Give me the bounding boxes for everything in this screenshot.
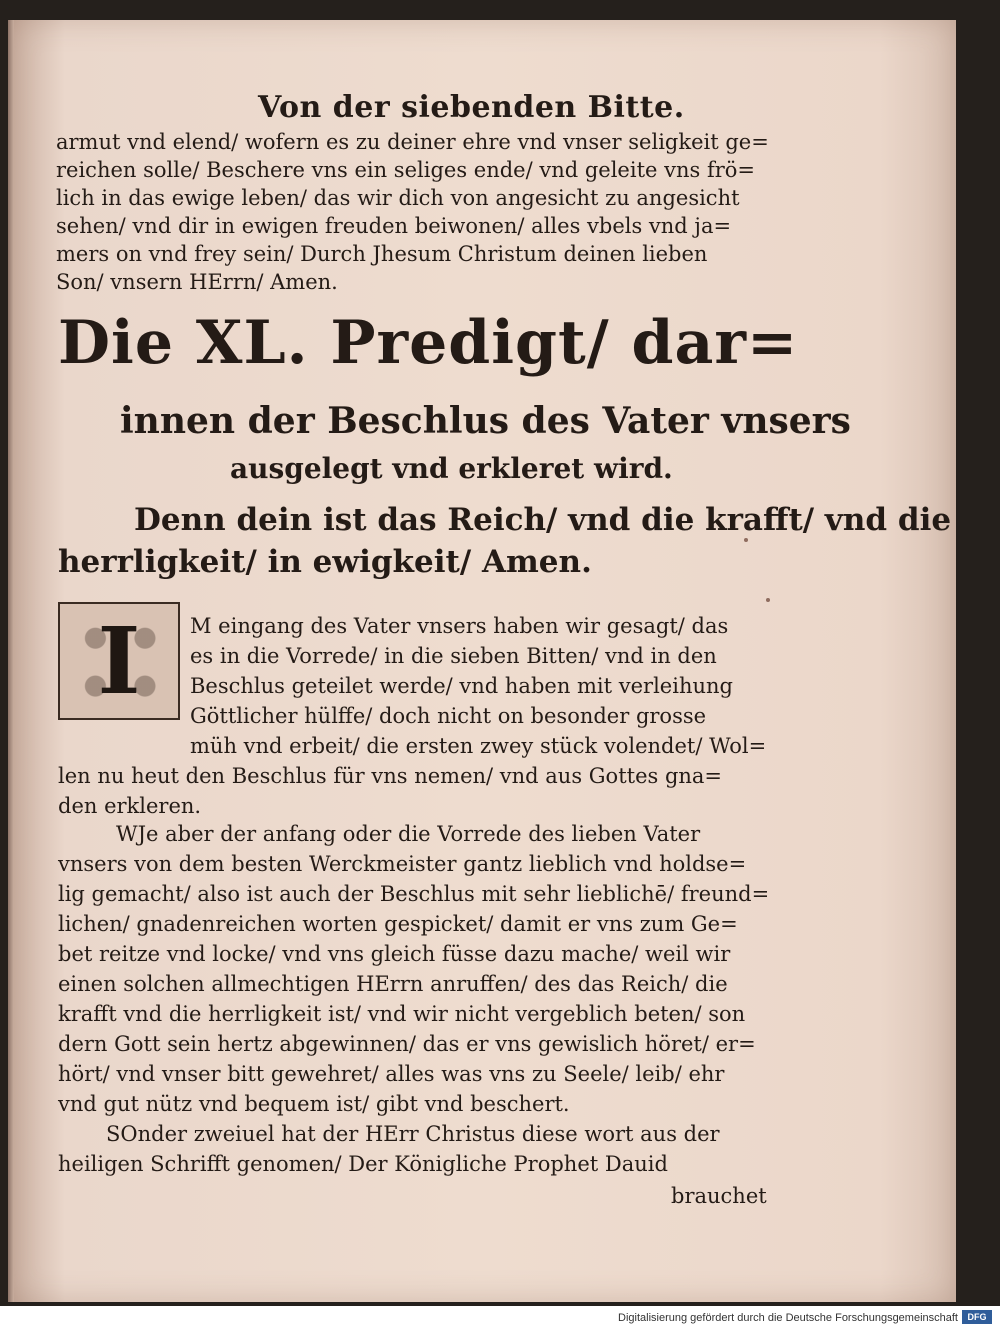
paragraph-1-line: müh vnd erbeit/ die ersten zwey stück volendet/ Wol= (190, 734, 767, 758)
paragraph-3-line: heiligen Schrifft genomen/ Der Königliche Prophet Dauid (58, 1152, 668, 1176)
text-line: lich in das ewige leben/ das wir dich von angesicht zu angesicht (56, 186, 740, 210)
decorated-initial (58, 602, 180, 720)
paragraph-2-line: hört/ vnd vnser bitt gewehret/ alles was vns zu Seele/ leib/ ehr (58, 1062, 725, 1086)
paragraph-1-line: Göttlicher hülffe/ doch nicht on besonder grosse (190, 704, 707, 728)
paragraph-1-line: Beschlus geteilet werde/ vnd haben mit verleihung (190, 674, 733, 698)
text-line: armut vnd elend/ wofern es zu deiner ehre vnd vnser seligkeit ge= (56, 130, 769, 154)
paragraph-2-line: dern Gott sein hertz abgewinnen/ das er vns gewislich höret/ er= (58, 1032, 756, 1056)
paragraph-2-line: krafft vnd die herrligkeit ist/ vnd wir nicht vergeblich beten/ son (58, 1002, 746, 1026)
paragraph-1-line: M eingang des Vater vnsers haben wir gesagt/ das (190, 614, 729, 638)
book-page (8, 20, 956, 1302)
paragraph-3-line: SOnder zweiuel hat der HErr Christus diese wort aus der (106, 1122, 720, 1146)
sermon-title-line-2: innen der Beschlus des Vater vnsers (120, 400, 851, 442)
text-line: Son/ vnsern HErrn/ Amen. (56, 270, 338, 294)
verse-line-2: herrligkeit/ in ewigkeit/ Amen. (58, 544, 592, 580)
paragraph-1-line: den erkleren. (58, 794, 202, 818)
sermon-title-line-3: ausgelegt vnd erkleret wird. (230, 452, 673, 485)
page-edge (8, 20, 14, 1302)
paragraph-2-line: vnd gut nütz vnd bequem ist/ gibt vnd beschert. (58, 1092, 570, 1116)
catchword: brauchet (671, 1184, 767, 1208)
paragraph-1-line: len nu heut den Beschlus für vns nemen/ vnd aus Gottes gna= (58, 764, 723, 788)
paragraph-2-line: lig gemacht/ also ist auch der Beschlus mit sehr lieblichē/ freund= (58, 882, 770, 906)
paragraph-2-line: vnsers von dem besten Werckmeister gantz lieblich vnd holdse= (58, 852, 747, 876)
text-line: sehen/ vnd dir in ewigen freuden beiwonen/ alles vbels vnd ja= (56, 214, 732, 238)
verse-line-1: Denn dein ist das Reich/ vnd die krafft/ vnd die (134, 502, 952, 538)
funding-note: Digitalisierung gefördert durch die Deutsche Forschungsgemeinschaft (618, 1312, 958, 1324)
paragraph-2-line: lichen/ gnadenreichen worten gespicket/ damit er vns zum Ge= (58, 912, 738, 936)
scan-speck (766, 598, 770, 602)
sermon-title-line-1: Die XL. Predigt/ dar= (58, 308, 799, 378)
text-line: reichen solle/ Beschere vns ein seliges ende/ vnd geleite vns frö= (56, 158, 756, 182)
dfg-logo: DFG (962, 1310, 992, 1324)
text-line: mers on vnd frey sein/ Durch Jhesum Christum deinen lieben (56, 242, 708, 266)
paragraph-1-line: es in die Vorrede/ in die sieben Bitten/ vnd in den (190, 644, 717, 668)
paragraph-2-line: einen solchen allmechtigen HErrn anruffen/ des das Reich/ die (58, 972, 728, 996)
paragraph-2-line: bet reitze vnd locke/ vnd vns gleich füsse dazu mache/ weil wir (58, 942, 731, 966)
initial-letter: I (97, 607, 141, 715)
paragraph-2-line: WJe aber der anfang oder die Vorrede des lieben Vater (116, 822, 701, 846)
running-head: Von der siebenden Bitte. (258, 90, 685, 125)
scan-speck (744, 538, 748, 542)
digitization-footer (0, 1306, 1000, 1330)
